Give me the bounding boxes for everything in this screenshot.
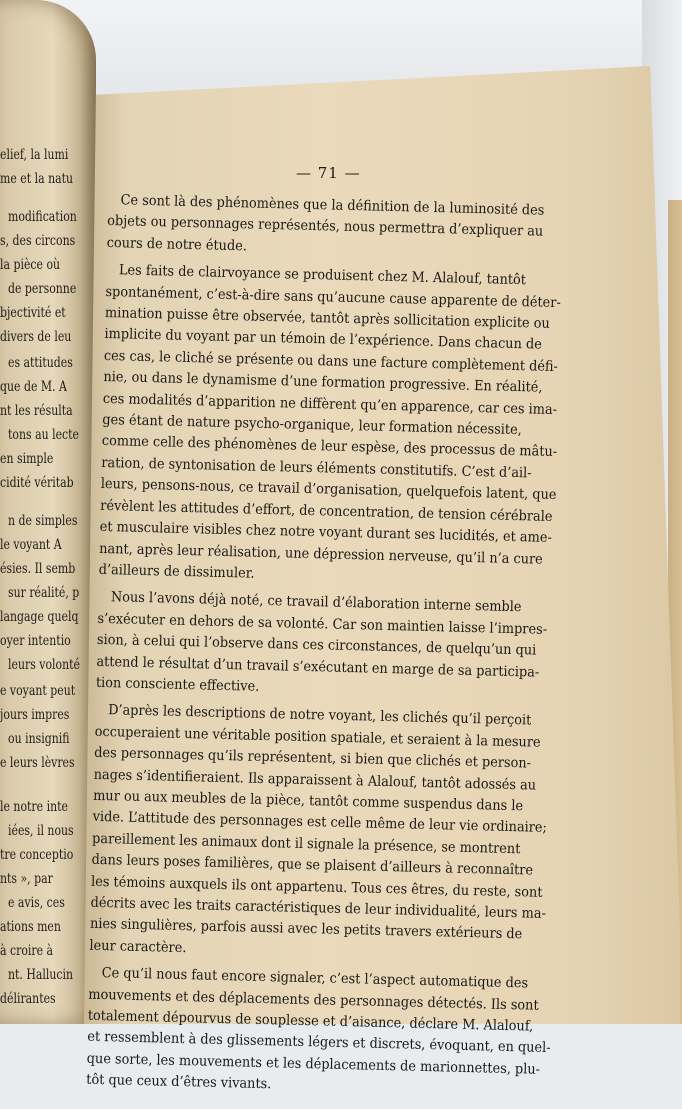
text-line: décrits avec les traits caractéristiques de leur individualité, leurs ma- xyxy=(90,894,547,922)
left-page-line: e voyant peut xyxy=(0,683,76,699)
left-page-line: nts », par xyxy=(0,871,53,887)
text-line: leurs, pensons-nous, ce travail d’organisation, quelquefois latent, que xyxy=(100,476,557,504)
text-line: dans leurs poses familières, que se plaisent d’ailleurs à reconnaître xyxy=(91,851,534,879)
text-line: Ce sont là des phénomènes que la définition de la luminosité des xyxy=(120,192,545,219)
text-line: nies singulières, parfois aussi avec les petits travers extérieurs de xyxy=(89,916,523,943)
left-page xyxy=(0,0,96,1024)
text-line: implicite du voyant par un témoin de l’expérience. Dans chacun de xyxy=(104,326,543,354)
text-line: que sorte, les mouvements et les déplacements de marionnettes, plu- xyxy=(86,1050,541,1078)
left-page-line: tons au lecte xyxy=(8,427,80,443)
text-line: ration, de syntonisation de leurs éléments constitutifs. C’est d’ail- xyxy=(101,454,532,482)
text-line: mur ou aux meubles de la pièce, tantôt comme suspendus dans le xyxy=(92,787,524,815)
text-line: spontanément, c’est-à-dire sans qu’aucune cause apparente de déter- xyxy=(105,283,561,311)
paragraph xyxy=(96,587,578,706)
text-line: Les faits de clairvoyance se produisent chez M. Alalouf, tantôt xyxy=(118,262,527,289)
text-line: attend le résultat d’un travail s’exécutant en marge de sa participa- xyxy=(96,653,540,681)
left-page-line: ou insignifi xyxy=(8,731,70,747)
text-line: et ressemblent à des glissements légers et discrets, évoquant, en quel- xyxy=(87,1029,551,1057)
left-page-line: que de M. A xyxy=(0,379,67,395)
left-page-line: me et la natu xyxy=(0,171,74,187)
left-page-line: s, des circons xyxy=(0,233,76,249)
text-line: sion, à celui qui l’observe dans ces circonstances, de quelqu’un qui xyxy=(96,631,537,659)
text-line: tion consciente effective. xyxy=(95,674,260,695)
text-line: D’après les descriptions de notre voyant, les clichés qu’il perçoit xyxy=(107,702,532,729)
left-page-line: jours impres xyxy=(0,707,70,723)
text-line: Nous l’avons déjà noté, ce travail d’élaboration interne semble xyxy=(110,589,522,616)
left-page-line: ations men xyxy=(0,919,61,935)
left-page-line: n de simples xyxy=(8,513,78,529)
left-page-line: e avis, ces xyxy=(8,895,65,911)
text-line: Ce qu’il nous faut encore signaler, c’est l’aspect automatique des xyxy=(101,965,529,992)
left-page-line: délirantes xyxy=(0,991,56,1007)
text-line: et musculaire visibles chez notre voyant durant ses lucidités, et ame- xyxy=(99,518,552,547)
text-line: mouvements et des déplacements des personnages détectés. Ils sont xyxy=(88,986,539,1014)
text-line: totalement dépourvus de souplesse et d’aisance, déclare M. Alalouf, xyxy=(87,1007,534,1035)
left-page-line: oyer intentio xyxy=(0,633,71,649)
text-line: comme celle des phénomènes de leur espèse, des processus de mâtu- xyxy=(101,433,558,461)
text-line: ges étant de nature psycho-organique, leur formation nécessite, xyxy=(102,411,522,439)
text-line: ces modalités d’apparition ne diffèrent qu’en apparence, car ces ima- xyxy=(102,390,558,418)
left-page-line: le notre inte xyxy=(0,799,68,815)
left-page-line: nt. Hallucin xyxy=(8,967,74,983)
left-page-line: de personne xyxy=(8,281,77,297)
text-line: pareillement les animaux dont il signale la présence, se montrent xyxy=(91,830,521,858)
text-line: s’exécuter en dehors de sa volonté. Car son maintien laisse l’impres- xyxy=(97,610,548,638)
left-page-line: le voyant A xyxy=(0,537,62,553)
left-page-line: sur réalité, p xyxy=(8,585,80,601)
paragraph xyxy=(106,190,587,266)
left-page-line: e leurs lèvres xyxy=(0,755,75,771)
left-page-line: tre conceptio xyxy=(0,847,74,863)
left-page-line: en simple xyxy=(0,451,54,467)
left-page-line: modification xyxy=(8,209,77,225)
text-line: objets ou personnages représentés, nous permettra d’expliquer au xyxy=(107,213,544,241)
text-line: tôt que ceux d’êtres vivants. xyxy=(86,1071,272,1093)
left-page-line: elief, la lumi xyxy=(0,147,69,163)
text-line: nages s’identifieraient. Ils apparaissent à Alalouf, tantôt adossés au xyxy=(93,766,537,794)
left-page-line: divers de leu xyxy=(0,329,72,345)
left-page-line: cidité véritab xyxy=(0,475,74,491)
text-line: cours de notre étude. xyxy=(106,234,248,255)
left-page-line: à croire à xyxy=(0,943,54,959)
left-page-line: iées, il nous xyxy=(8,823,74,839)
text-line: nant, après leur réalisation, une dépression nerveuse, qu’il n’a cure xyxy=(99,540,543,568)
text-line: les témoins auxquels ils ont appartenu. Tous ces êtres, du reste, sont xyxy=(90,873,543,901)
left-page-line: langage quelq xyxy=(0,609,79,625)
text-line: révèlent les attitudes d’effort, de concentration, de tension cérébrale xyxy=(100,497,553,525)
paragraph xyxy=(98,260,586,593)
paragraph xyxy=(86,963,569,1103)
left-page-line: ésies. Il semb xyxy=(0,561,76,577)
left-page-line: bjectivité et xyxy=(0,305,66,321)
text-line: occuperaient une véritable position spatiale, et seraient à la mesure xyxy=(94,723,541,751)
text-line: des personnages qu’ils représentent, si bien que clichés et person- xyxy=(94,744,532,772)
text-line: mination puisse être observée, tantôt après sollicitation explicite ou xyxy=(104,304,550,332)
paragraph xyxy=(89,700,575,969)
text-line: d’ailleurs de dissimuler. xyxy=(98,561,255,582)
text-line: leur caractère. xyxy=(89,937,187,956)
left-page-line: leurs volonté xyxy=(8,657,80,673)
left-page-line: nt les résulta xyxy=(0,403,73,419)
left-page-line: es attitudes xyxy=(8,355,73,371)
text-line: vide. L’attitude des personnages est celle même de leur vie ordinaire; xyxy=(92,809,548,837)
text-line: nie, ou dans le dynamisme d’une formation progressive. En réalité, xyxy=(103,369,543,396)
left-page-line: la pièce où xyxy=(0,257,61,273)
page-number: — 71 — xyxy=(296,164,361,182)
page-text xyxy=(86,190,588,1109)
text-line: ces cas, le cliché se présente ou dans une facture complètement défi- xyxy=(103,347,559,375)
